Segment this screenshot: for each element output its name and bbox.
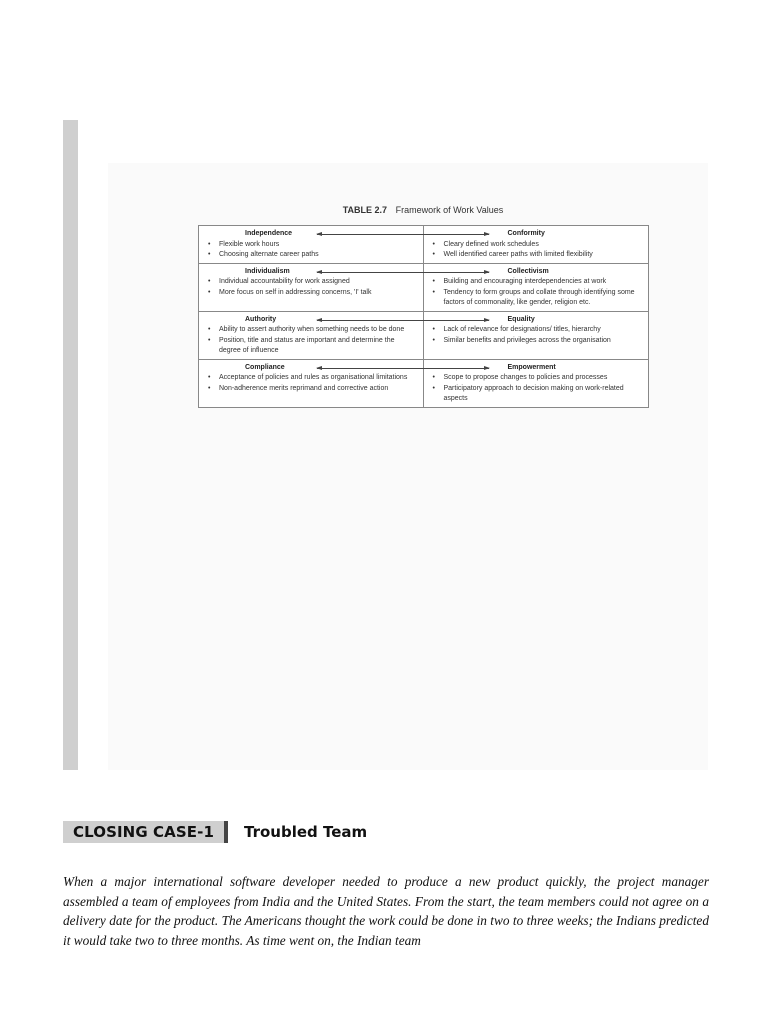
list-item: • Lack of relevance for designations/ titles, hierarchy bbox=[430, 325, 643, 336]
list-item: • Ability to assert authority when something needs to be done bbox=[205, 325, 417, 336]
value-heading: Individualism bbox=[245, 267, 290, 275]
value-heading: Compliance bbox=[245, 363, 285, 371]
list-item: • Participatory approach to decision making on work-related aspects bbox=[430, 384, 643, 405]
value-heading: Collectivism bbox=[507, 267, 549, 275]
table-row bbox=[199, 312, 648, 360]
value-heading: Empowerment bbox=[507, 363, 556, 371]
table-number: TABLE 2.7 bbox=[342, 205, 388, 215]
list-item: • Non-adherence merits reprimand and corrective action bbox=[205, 384, 417, 395]
table-cell-right bbox=[424, 226, 649, 263]
work-values-table bbox=[198, 225, 649, 408]
value-heading: Conformity bbox=[507, 230, 545, 237]
value-heading: Equality bbox=[507, 315, 535, 323]
list-item: • Cleary defined work schedules bbox=[430, 240, 643, 251]
list-item: • Acceptance of policies and rules as organisational limitations bbox=[205, 373, 417, 384]
closing-case-label: CLOSING CASE-1 bbox=[63, 821, 228, 843]
table-cell-left bbox=[199, 226, 424, 263]
table-row bbox=[199, 264, 648, 312]
list-item: • Tendency to form groups and collate through identifying some factors of commonality, like gender, religion etc. bbox=[430, 288, 643, 309]
double-arrow-icon bbox=[317, 320, 489, 321]
table-row bbox=[199, 360, 648, 407]
value-heading: Independence bbox=[245, 230, 293, 237]
list-item: • Building and encouraging interdependencies at work bbox=[430, 277, 643, 288]
table-row bbox=[199, 226, 648, 264]
side-margin-bar bbox=[63, 120, 78, 770]
list-item: • Position, title and status are important and determine the degree of influence bbox=[205, 336, 417, 357]
closing-case-paragraph: When a major international software developer needed to produce a new product quickly, the project manager assembled a team of employees from India and the United States. From the start, the team members could not agree on a delivery date for the product. The Americans thought the work could be done in two to three weeks; the Indians predicted it would take two to three months. As time went on, the Indian team bbox=[63, 874, 709, 948]
double-arrow-icon bbox=[317, 272, 489, 273]
list-item: • Similar benefits and privileges across the organisation bbox=[430, 336, 643, 347]
list-item: • Choosing alternate career paths bbox=[205, 250, 417, 261]
list-item: • Flexible work hours bbox=[205, 240, 417, 251]
list-item: • Scope to propose changes to policies and processes bbox=[430, 373, 643, 384]
list-item: • More focus on self in addressing concerns, 'I' talk bbox=[205, 288, 417, 299]
double-arrow-icon bbox=[317, 368, 489, 369]
closing-case-header bbox=[63, 818, 367, 846]
value-heading: Authority bbox=[245, 315, 277, 323]
double-arrow-icon bbox=[317, 234, 489, 235]
list-item: • Individual accountability for work assigned bbox=[205, 277, 417, 288]
table-title: Framework of Work Values bbox=[395, 205, 504, 215]
table-caption bbox=[198, 205, 648, 215]
closing-case-title: Troubled Team bbox=[244, 823, 368, 841]
list-item: • Well identified career paths with limited flexibility bbox=[430, 250, 643, 261]
